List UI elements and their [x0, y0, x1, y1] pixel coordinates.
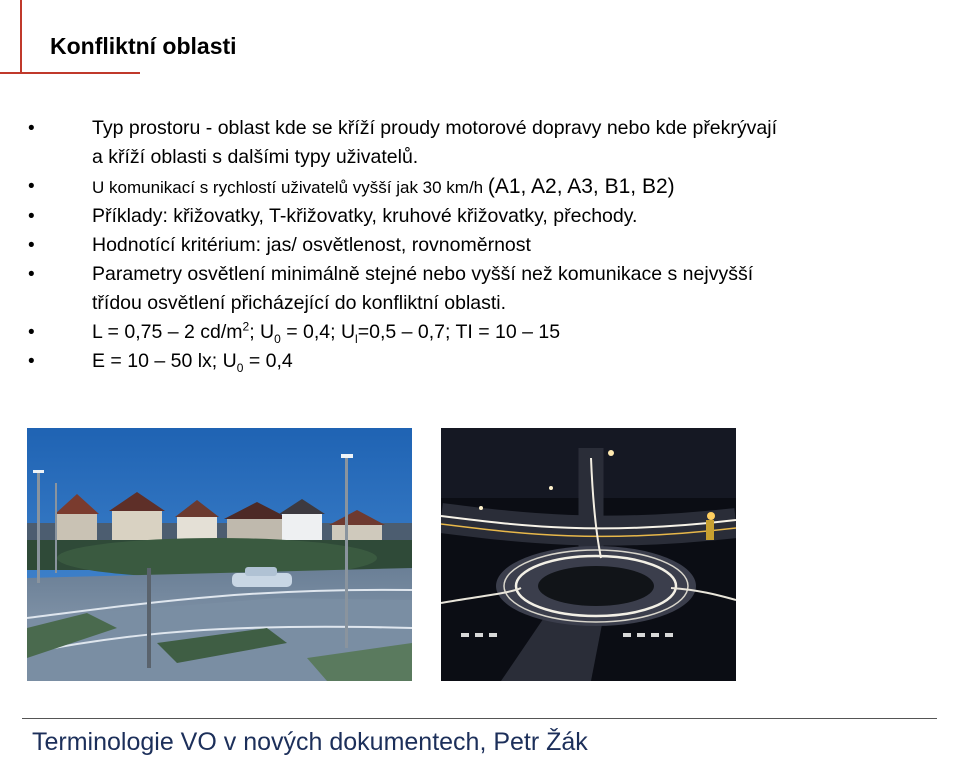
formula-part: = 0,4; U: [280, 321, 356, 343]
formula-part: = 0,4: [243, 350, 293, 372]
category-list: (A1, A2, A3, B1, B2): [487, 175, 675, 198]
footer-divider: [22, 718, 937, 719]
formula-part: =0,5 – 0,7; TI = 10 – 15: [357, 321, 561, 343]
formula-part: E = 10 – 50 lx; U: [92, 350, 237, 372]
formula-sub: 0: [236, 360, 244, 375]
bullet-item: [28, 318, 938, 347]
bullet-item: [28, 114, 938, 172]
formula-sup: 2: [242, 319, 250, 334]
bullet-text: třídou osvětlení přicházející do konfliktní oblasti.: [92, 292, 507, 314]
bullet-item: [28, 347, 938, 376]
formula-sub: 0: [274, 331, 281, 346]
night-roundabout-photo: [441, 428, 736, 681]
slide-title: Konfliktní oblasti: [50, 33, 237, 59]
footer-text: Terminologie VO v nových dokumentech, Petr Žák: [32, 728, 588, 756]
formula-part: ; U: [249, 321, 275, 343]
bullet-text: Hodnotící kritérium: jas/ osvětlenost, rovnoměrnost: [92, 234, 531, 256]
accent-horizontal-line: [0, 72, 140, 74]
bullet-text: Příklady: křižovatky, T-křižovatky, kruhové křižovatky, přechody.: [92, 205, 638, 227]
bullet-item: [28, 260, 938, 318]
dusk-intersection-photo: [27, 428, 412, 681]
bullet-text: a kříží oblasti s dalšími typy uživatelů.: [92, 146, 419, 168]
bullet-item: [28, 202, 938, 231]
formula-sub: l: [355, 331, 358, 346]
formula-part: L = 0,75 – 2 cd/m: [92, 321, 243, 343]
bullet-text: Typ prostoru - oblast kde se kříží proudy motorové dopravy nebo kde překrývají: [92, 117, 777, 139]
bullet-text: Parametry osvětlení minimálně stejné nebo vyšší než komunikace s nejvyšší: [92, 263, 754, 285]
accent-vertical-line: [20, 0, 22, 74]
bullet-item: [28, 231, 938, 260]
bullet-text: U komunikací s rychlostí uživatelů vyšší jak 30 km/h: [92, 178, 488, 197]
bullet-list: [28, 114, 938, 376]
bullet-item: [28, 172, 938, 202]
